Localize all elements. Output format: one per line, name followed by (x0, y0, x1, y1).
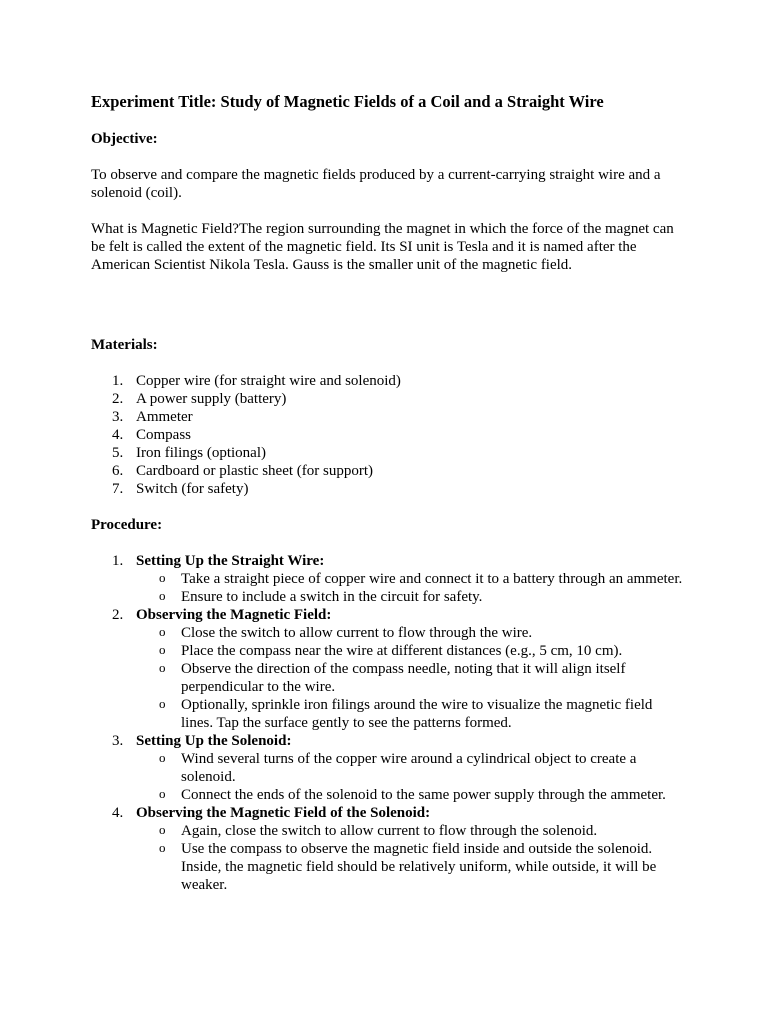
bullet-icon: o (159, 624, 166, 639)
bullet-icon: o (159, 786, 166, 801)
materials-item (91, 372, 684, 390)
bullet-icon: o (159, 840, 166, 855)
materials-item-text: Ammeter (136, 409, 193, 425)
materials-item (91, 444, 684, 462)
list-number: 1. (112, 373, 124, 389)
procedure-substep-text: Optionally, sprinkle iron filings around the wire to visualize the magnetic field lines. Tap the surface gently to see the patterns formed. (181, 697, 653, 731)
materials-item (91, 390, 684, 408)
procedure-substep-text: Use the compass to observe the magnetic field inside and outside the solenoid. Inside, the magnetic field should be relatively uniform, while outside, it will be weaker. (181, 841, 657, 893)
materials-item-text: Copper wire (for straight wire and solenoid) (136, 373, 401, 389)
procedure-substep-text: Wind several turns of the copper wire around a cylindrical object to create a solenoid. (181, 751, 637, 785)
procedure-step (91, 732, 684, 804)
procedure-substep (136, 642, 684, 660)
list-number: 5. (112, 445, 124, 461)
list-number: 4. (112, 805, 124, 821)
bullet-icon: o (159, 642, 166, 657)
procedure-step-title: Observing the Magnetic Field of the Solenoid: (136, 805, 431, 821)
list-number: 3. (112, 733, 124, 749)
procedure-substeps (136, 624, 684, 732)
procedure-substep-text: Close the switch to allow current to flow through the wire. (181, 625, 533, 641)
bullet-icon: o (159, 660, 166, 675)
materials-item (91, 426, 684, 444)
materials-item-text: Cardboard or plastic sheet (for support) (136, 463, 374, 479)
materials-item (91, 408, 684, 426)
procedure-step-title: Setting Up the Solenoid: (136, 733, 292, 749)
procedure-substep (136, 840, 684, 894)
procedure-substep-text: Take a straight piece of copper wire and connect it to a battery through an ammeter. (181, 571, 683, 587)
materials-item (91, 462, 684, 480)
materials-item-text: Switch (for safety) (136, 481, 249, 497)
procedure-substep (136, 786, 684, 804)
procedure-step (91, 552, 684, 606)
list-number: 7. (112, 481, 124, 497)
procedure-step-title: Setting Up the Straight Wire: (136, 553, 325, 569)
procedure-step (91, 804, 684, 894)
procedure-substep-text: Ensure to include a switch in the circuit for safety. (181, 589, 483, 605)
procedure-substep-text: Connect the ends of the solenoid to the same power supply through the ammeter. (181, 787, 666, 803)
materials-heading: Materials: (91, 337, 158, 353)
list-number: 4. (112, 427, 124, 443)
procedure-substeps (136, 822, 684, 894)
materials-item-text: Compass (136, 427, 192, 443)
bullet-icon: o (159, 750, 166, 765)
list-number: 2. (112, 391, 124, 407)
bullet-icon: o (159, 696, 166, 711)
materials-item-text: A power supply (battery) (136, 391, 287, 407)
procedure-substep (136, 660, 684, 696)
procedure-substep (136, 624, 684, 642)
procedure-substep (136, 822, 684, 840)
procedure-substep-text: Again, close the switch to allow current to flow through the solenoid. (181, 823, 598, 839)
bullet-icon: o (159, 570, 166, 585)
procedure-substep (136, 696, 684, 732)
list-number: 1. (112, 553, 124, 569)
document-title: Experiment Title: Study of Magnetic Fields of a Coil and a Straight Wire (91, 92, 604, 111)
procedure-substep (136, 570, 684, 588)
list-number: 2. (112, 607, 124, 623)
procedure-substep (136, 588, 684, 606)
magnetic-field-definition: What is Magnetic Field?The region surrounding the magnet in which the force of the magnet can be felt is called the extent of the magnetic field. Its SI unit is Tesla and it is named after the American Scientist Nikola Tesla. Gauss is the smaller unit of the magnetic field. (91, 221, 674, 273)
procedure-substep (136, 750, 684, 786)
materials-item (91, 480, 684, 498)
procedure-substeps (136, 750, 684, 804)
objective-text: To observe and compare the magnetic fields produced by a current-carrying straight wire and a solenoid (coil). (91, 167, 661, 201)
procedure-step (91, 606, 684, 732)
procedure-heading: Procedure: (91, 517, 163, 533)
procedure-substeps (136, 570, 684, 606)
materials-list (91, 372, 684, 498)
procedure-substep-text: Observe the direction of the compass needle, noting that it will align itself perpendicular to the wire. (181, 661, 626, 695)
procedure-step-title: Observing the Magnetic Field: (136, 607, 332, 623)
objective-heading: Objective: (91, 131, 158, 147)
procedure-list (91, 552, 684, 894)
list-number: 3. (112, 409, 124, 425)
bullet-icon: o (159, 822, 166, 837)
section-spacer (91, 292, 684, 336)
bullet-icon: o (159, 588, 166, 603)
procedure-substep-text: Place the compass near the wire at different distances (e.g., 5 cm, 10 cm). (181, 643, 623, 659)
list-number: 6. (112, 463, 124, 479)
materials-item-text: Iron filings (optional) (136, 445, 266, 461)
